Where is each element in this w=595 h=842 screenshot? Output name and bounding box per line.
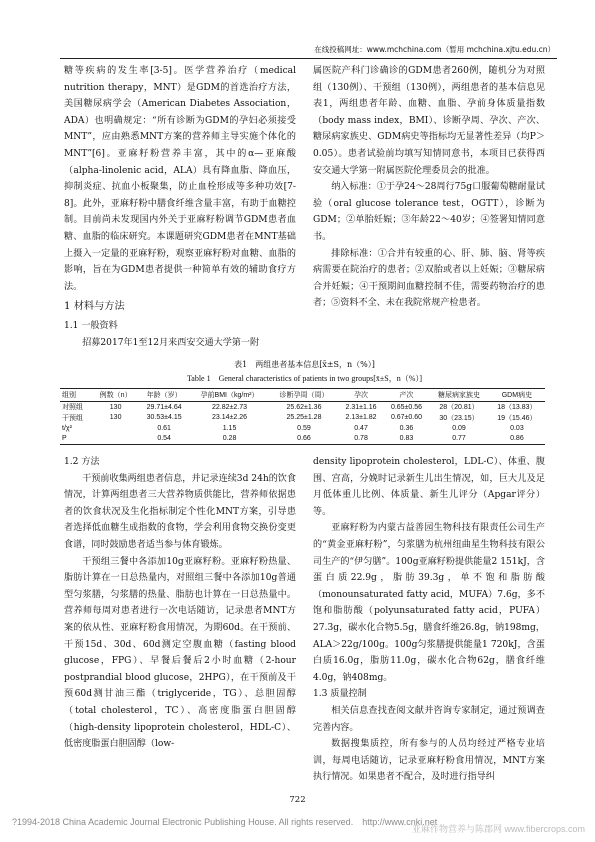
table-header-cell: 产次 [384, 389, 429, 402]
table-header-cell: 例数（n） [92, 389, 139, 402]
table-cell: 干预组 [62, 414, 83, 422]
table-cell: 2.13±1.82 [345, 414, 377, 422]
subsection-heading-quality-control: 1.3 质量控制 [313, 689, 367, 700]
paragraph-inclusion-criteria: 纳入标准：①于孕24～28周行75g口服葡萄糖耐量试验（oral glucose tolerance test，OGTT），诊断为GDM；②单胎妊娠；③年龄22～40岁；④签署知情同意书。 [313, 182, 545, 242]
table-cell: 0.86 [489, 434, 545, 445]
paragraph: 糖等疾病的发生率[3-5]。医学营养治疗（medical nutrition therapy，MNT）是GDM的首选治疗方法，美国糖尿病学会（American Diabetes Association，ADA）也明确规定：“所有诊断为GDM的孕妇必须接受MNT”，应由熟悉MNT方案的营养师主导实施个体化的MNT”[6]。亚麻籽粉营养丰富，其中的α—亚麻酸（alpha-linolenic acid，ALA）具有降血脂、降血压，抑制炎症、抗血小板聚集，防止血栓形成等多种功效[7-8]。此外，亚麻籽粉中膳食纤维含量丰富，有助于血糖控制。目前尚未发现国内外关于亚麻籽粉调节GDM患者血糖、血脂的临床研究。本课题研究GDM患者在MNT基础上摄入一定量的亚麻籽粉，观察亚麻籽粉对血糖、血脂的影响，旨在为GDM患者提供一种简单有效的辅助食疗方法。 [64, 66, 296, 292]
table-cell: 0.03 [510, 424, 524, 432]
table-cell: 23.14±2.26 [212, 414, 248, 422]
patient-characteristics-table [60, 388, 545, 445]
paragraph: 数据搜集质控，所有参与的人员均经过严格专业培训，每周电话随访，记录亚麻籽粉食用情况，MNT方案执行情况。如果患者不配合，及时进行指导纠 [313, 739, 545, 783]
paragraph: density lipoprotein cholesterol，LDL-C）、体重、腹围、宫高，分娩时记录新生儿出生情况，如，巨大儿及足月低体重儿比例、体质量、新生儿评分（Apgar评分）等。 [313, 457, 545, 517]
table-cell: 30（23.15） [439, 414, 479, 422]
table-cell: 130 [109, 414, 122, 422]
table-cell: 0.83 [384, 434, 429, 445]
table-cell: 0.54 [139, 434, 190, 445]
page-number: 722 [289, 795, 306, 805]
table-row [60, 413, 545, 424]
table-cell: 对照组 [62, 404, 83, 412]
table-cell: 0.36 [399, 424, 414, 432]
table-cell: 22.82±2.73 [212, 403, 248, 411]
table-cell: 30.53±4.15 [146, 414, 182, 422]
table-header-cell: GDM病史 [489, 389, 545, 402]
table-cell: 2.31±1.16 [345, 403, 377, 411]
table-cell: 25.25±1.28 [286, 414, 322, 422]
column-left-bottom [64, 454, 296, 753]
table-cell [92, 423, 139, 434]
table-cell: 0.59 [297, 424, 311, 432]
table-cell: t/χ² [62, 424, 72, 432]
copyright-footer: ?1994-2018 China Academic Journal Electronic Publishing House. All rights reserved. http://www.cnki.net [12, 817, 438, 827]
table-cell: 18（13.83） [497, 404, 537, 412]
table-caption-chinese: 表1 两组患者基本信息[x̄±S，n（%）] [234, 360, 375, 369]
table-cell: 0.77 [429, 434, 489, 445]
column-left-top [64, 63, 296, 351]
table-cell: 0.66 [270, 434, 339, 445]
table-cell: 130 [109, 403, 122, 411]
table-cell: 19（15.46） [497, 414, 537, 422]
paragraph: 招募2017年1至12月来西安交通大学第一附 [82, 337, 260, 348]
table-row [60, 402, 545, 413]
table-cell: P [60, 434, 92, 445]
table-cell: 29.71±4.64 [146, 403, 182, 411]
table-header-row [60, 389, 545, 402]
table-cell: 0.28 [189, 434, 269, 445]
table-caption-english: Table 1 General characteristics of patients in two groups[x̄±S，n（%）] [186, 374, 423, 383]
column-right-top [313, 63, 545, 312]
column-right-bottom [313, 454, 545, 786]
table-header-cell: 年龄（岁） [139, 389, 190, 402]
paragraph-exclusion-criteria: 排除标准：①合并有较重的心、肝、肺、脑、肾等疾病需要在院治疗的患者；②双胎或者以上妊娠；③糖尿病合并妊娠；④干预期间血糖控制不佳，需要药物治疗的患者；⑤资料不全、未在我院常规产检患者。 [313, 248, 545, 309]
table-header-cell: 糖尿病家族史 [429, 389, 489, 402]
table-cell: 0.09 [452, 424, 466, 432]
paragraph: 相关信息查找查阅文献并咨询专家制定，通过预调查完善内容。 [313, 705, 545, 733]
section-heading-materials-methods: 1 材料与方法 [64, 301, 125, 313]
table-row [60, 423, 545, 434]
journal-website-header: 在线投稿网址：www.mchchina.com（暂用 mchchina.xjtu.edu.cn） [314, 45, 555, 54]
watermark: 亚麻作物营养与陈郡网 www.fibercrops.com [411, 824, 585, 834]
subsection-heading-general-data: 1.1 一般资料 [64, 320, 118, 331]
table-cell [92, 434, 139, 445]
table-header-cell: 孕次 [338, 389, 383, 402]
table-cell: 0.47 [354, 424, 368, 432]
paragraph: 干预组三餐中各添加10g亚麻籽粉。亚麻籽粉热量、脂肪计算在一日总热量内，对照组三餐中各添加10g普通型匀浆膳，匀浆膳的热量、脂肪也计算在一日总热量中。营养师每周对患者进行一次电话随访，记录患者MNT方案的依从性、亚麻籽粉食用情况，为期60d。在干预前、干预15d、30d、60d测定空腹血糖（fasting blood glucose，FPG）、早餐后餐后2小时血糖（2-hour postprandial blood glucose，2HPG），在干预前及干预60d测甘油三酯（triglyceride，TG）、总胆固醇（total cholesterol，TC）、高密度脂蛋白胆固醇（high-density lipoprotein cholesterol，HDL-C）、低密度脂蛋白胆固醇（low- [64, 556, 296, 750]
table-cell: 28（20.81） [439, 404, 479, 412]
table-row [60, 434, 545, 445]
subsection-heading-methods: 1.2 方法 [64, 457, 100, 467]
table-header-cell: 诊断孕周（周） [270, 389, 339, 402]
table-header-cell: 孕前BMI（kg/m²） [189, 389, 269, 402]
paragraph-product-info: 亚麻籽粉为内蒙古益善园生物科技有限责任公司生产的“黄金亚麻籽粉”，匀浆膳为杭州纽曲星生物科技有限公司生产的“伊匀膳”。100g亚麻籽粉提供能量2 151kJ，含蛋白质22.9g，脂肪39.3g，单不饱和脂肪酸（monounsaturated fatty acid，MUFA）7.6g，多不饱和脂肪酸（polyunsaturated fatty acid，PUFA）27.3g，碳水化合物5.5g，膳食纤维26.8g，钠198mg，ALA＞22g/100g。100g匀浆膳提供能量1 720kJ，含蛋白质16.0g，脂肪11.0g，碳水化合物62g，膳食纤维4.0g，钠408mg。 [313, 523, 545, 683]
paragraph: 属医院产科门诊确诊的GDM患者260例，随机分为对照组（130例）、干预组（130例），两组患者的基本信息见表1，两组患者年龄、血糖、血脂、孕前身体质量指数（body mass index，BMI）、诊断孕周、孕次、产次、糖尿病家族史、GDM病史等指标均无显著性差异（均P＞0.05）。患者试验前均填写知情同意书，本项目已获得西安交通大学第一附属医院伦理委员会的批准。 [313, 66, 545, 176]
table-cell: 1.15 [222, 424, 237, 432]
table-header-cell: 组别 [60, 389, 92, 402]
table-cell: 0.61 [157, 424, 171, 432]
paragraph: 干预前收集两组患者信息，并记录连续3d 24h的饮食情况，计算两组患者三大营养物质供能比，营养师依据患者的饮食状况及生化指标制定个性化MNT方案，引导患者选择低血糖生成指数的食物，学会利用食物交换份变更食谱，同时鼓励患者适当参与体育锻炼。 [64, 473, 296, 550]
table-cell: 25.62±1.36 [286, 403, 322, 411]
table-cell: 0.78 [338, 434, 383, 445]
table-cell: 0.65±0.56 [390, 403, 423, 411]
header-rule [60, 58, 557, 59]
table-cell: 0.67±0.60 [390, 414, 423, 422]
